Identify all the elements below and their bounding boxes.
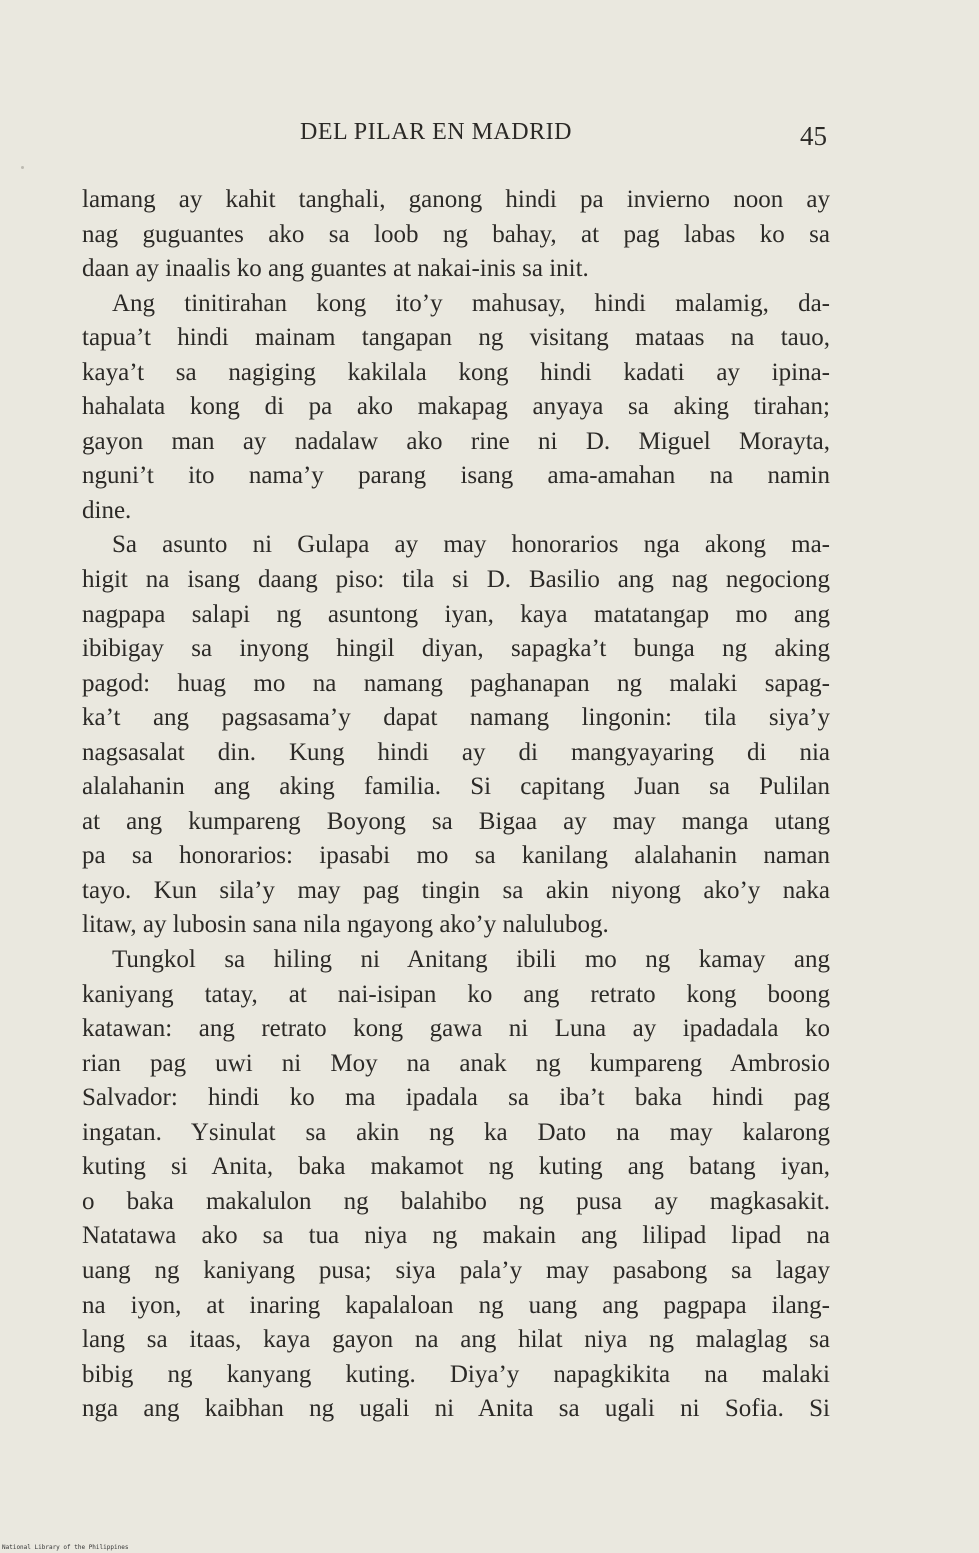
text-line: kaniyang tatay, at nai-isipan ko ang retrato kong boong (82, 980, 830, 1008)
text-line: pa sa honorarios: ipasabi mo sa kanilang alalahanin naman (82, 842, 830, 870)
text-line: litaw, ay lubosin sana nila ngayong ako’y nalulubog. (82, 911, 609, 939)
text-line: hahalata kong di pa ako makapag anyaya sa aking tirahan; (82, 393, 830, 421)
text-line: nagsasalat din. Kung hindi ay di mangyayaring di nia (82, 738, 830, 766)
text-line: uang ng kaniyang pusa; siya pala’y may pasabong sa lagay (82, 1256, 830, 1284)
text-line: alalahanin ang aking familia. Si capitang Juan sa Pulilan (82, 773, 830, 801)
text-line: Tungkol sa hiling ni Anitang ibili mo ng kamay ang (112, 946, 830, 974)
text-line: ibibigay sa inyong hingil diyan, sapagka’t bunga ng aking (82, 635, 830, 663)
running-title: DEL PILAR EN MADRID (300, 119, 572, 145)
text-line: lamang ay kahit tanghali, ganong hindi pa invierno noon ay (82, 186, 830, 213)
text-line: Salvador: hindi ko ma ipadala sa iba’t baka hindi pag (82, 1084, 830, 1112)
text-line: nga ang kaibhan ng ugali ni Anita sa ugali ni Sofia. Si (82, 1395, 830, 1423)
text-line: tayo. Kun sila’y may pag tingin sa akin niyong ako’y naka (82, 876, 830, 904)
text-line: pagod: huag mo na namang paghanapan ng malaki sapag- (82, 669, 830, 697)
text-line: dine. (82, 496, 132, 524)
text-line: na iyon, at inaring kapalaloan ng uang ang pagpapa ilang- (82, 1291, 830, 1319)
text-line: at ang kumpareng Boyong sa Bigaa ay may manga utang (82, 807, 830, 835)
text-line: higit na isang daang piso: tila si D. Basilio ang nag negociong (82, 566, 830, 594)
body-text (82, 183, 830, 1427)
library-credit: National Library of the Philippines (2, 1544, 129, 1551)
text-line: katawan: ang retrato kong gawa ni Luna ay ipadadala ko (82, 1015, 830, 1043)
text-line: rian pag uwi ni Moy na anak ng kumpareng Ambrosio (82, 1049, 830, 1077)
text-line: daan ay inaalis ko ang guantes at nakai-inis sa init. (82, 255, 589, 283)
text-line: kuting si Anita, baka makamot ng kuting ang batang iyan, (82, 1153, 830, 1181)
text-line: Sa asunto ni Gulapa ay may honorarios nga akong ma- (112, 531, 830, 559)
text-line: gayon man ay nadalaw ako rine ni D. Miguel Morayta, (82, 427, 830, 455)
text-line: o baka makalulon ng balahibo ng pusa ay magkasakit. (82, 1187, 830, 1215)
page-number: 45 (800, 121, 827, 151)
text-line: kaya’t sa nagiging kakilala kong hindi kadati ay ipina- (82, 358, 830, 386)
text-line: tapua’t hindi mainam tangapan ng visitang mataas na tauo, (82, 324, 830, 352)
text-line: Natatawa ako sa tua niya ng makain ang lilipad lipad na (82, 1222, 830, 1250)
text-line: ka’t ang pagsasama’y dapat namang lingonin: tila siya’y (82, 704, 830, 732)
text-line: nagpapa salapi ng asuntong iyan, kaya matatangap mo ang (82, 600, 830, 628)
text-line: lang sa itaas, kaya gayon na ang hilat niya ng malaglag sa (82, 1326, 830, 1354)
text-line: nguni’t ito nama’y parang isang ama-amahan na namin (82, 462, 830, 490)
text-line: nag guguantes ako sa loob ng bahay, at pag labas ko sa (82, 220, 830, 248)
text-line: ingatan. Ysinulat sa akin ng ka Dato na may kalarong (82, 1118, 830, 1146)
paper-speck (21, 166, 24, 169)
text-line: bibig ng kanyang kuting. Diya’y napagkikita na malaki (82, 1360, 830, 1388)
text-line: Ang tinitirahan kong ito’y mahusay, hindi malamig, da- (112, 289, 830, 317)
